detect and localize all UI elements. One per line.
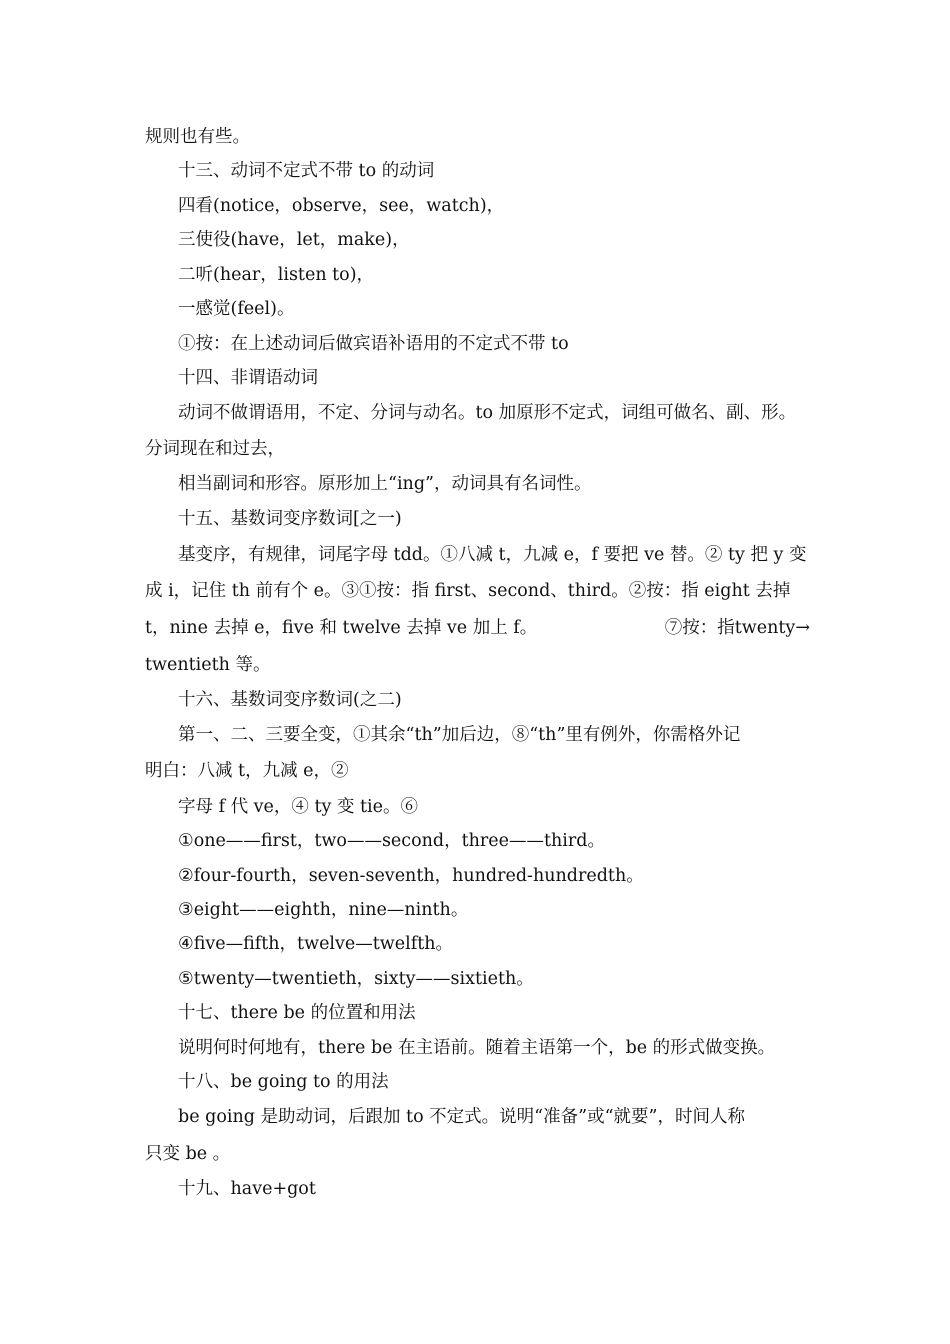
text-line: 说明何时何地有，there be 在主语前。随着主语第一个，be 的形式做变换。	[178, 1038, 776, 1058]
section-heading: 十五、基数词变序数词[之一)	[178, 509, 402, 529]
text-line: 三使役(have，let，make)，	[178, 230, 410, 250]
text-line: 四看(notice，observe，see，watch)，	[178, 196, 505, 216]
text-line-split	[145, 616, 810, 640]
text-line: 第一、二、三要全变，①其余“th”加后边，⑧“th”里有例外，你需格外记	[178, 725, 741, 745]
text-line: 一感觉(feel)。	[178, 299, 295, 319]
example-line: ③eight——eighth，nine—ninth。	[178, 900, 469, 920]
text-line: 基变序，有规律，词尾字母 tdd。①八减 t，九减 e，f 要把 ve 替。② ty 把 y 变	[178, 545, 807, 565]
text-line: 动词不做谓语用，不定、分词与动名。to 加原形不定式，词组可做名、副、形。	[178, 403, 797, 423]
section-heading: 十四、非谓语动词	[178, 368, 318, 388]
section-heading: 十九、have+got	[178, 1179, 316, 1199]
text-line: twentieth 等。	[145, 655, 271, 675]
example-line: ④five—fifth，twelve—twelfth。	[178, 934, 454, 954]
text-line: 明白：八减 t，九减 e，②	[145, 761, 349, 781]
text-line: 只变 be 。	[145, 1144, 231, 1164]
text-line: 相当副词和形容。原形加上“ing”，动词具有名词性。	[178, 474, 592, 494]
section-heading: 十六、基数词变序数词(之二)	[178, 690, 402, 710]
text-line: 规则也有些。	[145, 127, 250, 147]
text-line: 字母 f 代 ve，④ ty 变 tie。⑥	[178, 797, 419, 817]
example-line: ①one——first，two——second，three——third。	[178, 831, 605, 851]
section-heading: 十八、be going to 的用法	[178, 1072, 389, 1092]
text-segment: ⑦按：指twenty→	[664, 618, 810, 638]
text-segment: t，nine 去掉 e，five 和 twelve 去掉 ve 加上 f。	[145, 618, 538, 638]
section-heading: 十七、there be 的位置和用法	[178, 1003, 416, 1023]
note-line: ①按：在上述动词后做宾语补语用的不定式不带 to	[178, 334, 569, 354]
section-heading: 十三、动词不定式不带 to 的动词	[178, 161, 435, 181]
example-line: ②four-fourth，seven-seventh，hundred-hundredth。	[178, 866, 644, 886]
example-line: ⑤twenty—twentieth，sixty——sixtieth。	[178, 969, 534, 989]
text-line: 二听(hear，listen to)，	[178, 265, 375, 285]
text-line: 成 i，记住 th 前有个 e。③①按：指 first、second、third。②按：指 eight 去掉	[145, 581, 791, 601]
text-line: be going 是助动词，后跟加 to 不定式。说明“准备”或“就要”，时间人称	[178, 1107, 745, 1127]
text-line: 分词现在和过去，	[145, 439, 285, 459]
